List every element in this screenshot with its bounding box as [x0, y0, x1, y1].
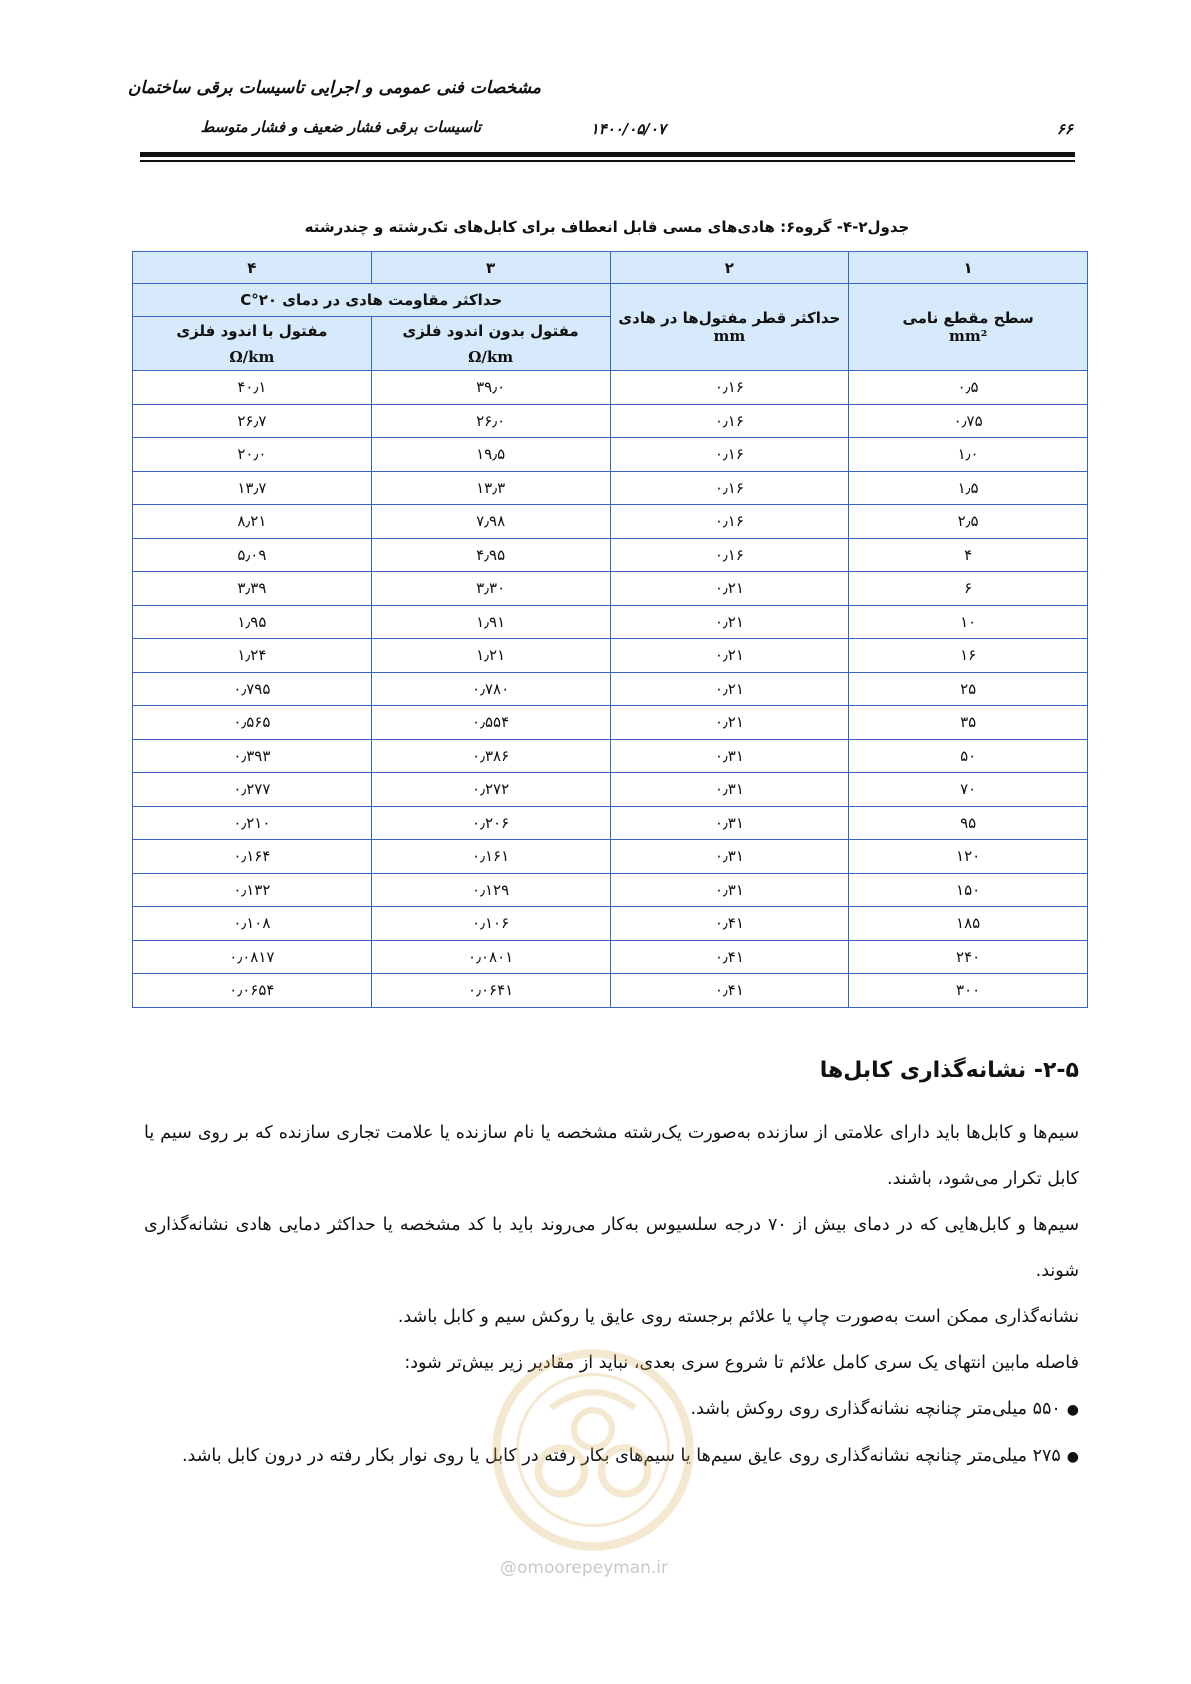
table-row	[133, 873, 1088, 907]
table-cell-col3: ۱٫۲۱	[371, 639, 610, 673]
table-cell-col4: ۵٫۰۹	[133, 538, 372, 572]
bullet-text-1: ۵۵۰ میلی‌متر چنانچه نشانه‌گذاری روی روکش باشد.	[690, 1399, 1061, 1419]
table-cell-col1: ۲۴۰	[849, 940, 1088, 974]
table-body	[133, 371, 1088, 1008]
table-cell-col1: ۳۰۰	[849, 974, 1088, 1008]
table-cell-col2: ۰٫۴۱	[610, 974, 849, 1008]
table-row	[133, 538, 1088, 572]
table-cell-col1: ۱۰	[849, 605, 1088, 639]
table-cell-col4: ۰٫۷۹۵	[133, 672, 372, 706]
paragraph-4: فاصله مابین انتهای یک سری کامل علائم تا شروع سری بعدی، نباید از مقادیر زیر بیش‌تر شود:	[404, 1353, 1079, 1373]
resistance-group-header: حداکثر مقاومت هادی در دمای ۲۰°C	[133, 284, 611, 317]
table-cell-col4: ۰٫۱۳۲	[133, 873, 372, 907]
table-cell-col4: ۲۰٫۰	[133, 438, 372, 472]
col1-header-cell	[849, 284, 1088, 371]
table-cell-col1: ۵۰	[849, 739, 1088, 773]
col2-unit: mm	[713, 327, 746, 345]
table-row	[133, 907, 1088, 941]
table-cell-col4: ۰٫۰۶۵۴	[133, 974, 372, 1008]
table-cell-col3: ۴٫۹۵	[371, 538, 610, 572]
header-rule-thin	[140, 160, 1075, 162]
header-subtitle: تاسیسات برقی فشار ضعیف و فشار متوسط	[200, 118, 481, 136]
col4-header-cell	[133, 317, 372, 371]
table-cell-col3: ۱٫۹۱	[371, 605, 610, 639]
table-cell-col2: ۰٫۱۶	[610, 538, 849, 572]
bullet-text-2: ۲۷۵ میلی‌متر چنانچه نشانه‌گذاری روی عایق سیم‌ها یا سیم‌های بکار رفته در کابل یا روی نوار بکار رفته در درون کابل باشد.	[181, 1446, 1061, 1466]
table-row	[133, 840, 1088, 874]
table-cell-col3: ۰٫۲۰۶	[371, 806, 610, 840]
table-cell-col1: ۰٫۷۵	[849, 404, 1088, 438]
table-cell-col4: ۰٫۱۰۸	[133, 907, 372, 941]
table-cell-col3: ۰٫۱۰۶	[371, 907, 610, 941]
table-cell-col2: ۰٫۱۶	[610, 471, 849, 505]
col3-header: مفتول بدون اندود فلزی	[402, 321, 579, 340]
table-cell-col4: ۱٫۲۴	[133, 639, 372, 673]
table-cell-col2: ۰٫۴۱	[610, 940, 849, 974]
table-cell-col3: ۰٫۵۵۴	[371, 706, 610, 740]
table-cell-col4: ۱۳٫۷	[133, 471, 372, 505]
table-cell-col2: ۰٫۳۱	[610, 873, 849, 907]
table-cell-col1: ۷۰	[849, 773, 1088, 807]
table-cell-col3: ۰٫۱۲۹	[371, 873, 610, 907]
table-row	[133, 672, 1088, 706]
table-cell-col4: ۸٫۲۱	[133, 505, 372, 539]
table-cell-col2: ۰٫۲۱	[610, 639, 849, 673]
table-cell-col3: ۲۶٫۰	[371, 404, 610, 438]
header-date: ۱۴۰۰/۰۵/۰۷	[590, 120, 666, 138]
table-caption: جدول۲-۴- گروه۶: هادی‌های مسی قابل انعطاف برای کابل‌های تک‌رشته و چندرشته	[304, 218, 910, 236]
table-cell-col3: ۷٫۹۸	[371, 505, 610, 539]
table-cell-col1: ۱٫۵	[849, 471, 1088, 505]
table-cell-col4: ۱٫۹۵	[133, 605, 372, 639]
col2-header-cell	[610, 284, 849, 371]
table-cell-col4: ۰٫۵۶۵	[133, 706, 372, 740]
table-cell-col1: ۶	[849, 572, 1088, 606]
table-cell-col1: ۳۵	[849, 706, 1088, 740]
table-cell-col1: ۱٫۰	[849, 438, 1088, 472]
table-cell-col4: ۰٫۱۶۴	[133, 840, 372, 874]
table-cell-col1: ۰٫۵	[849, 371, 1088, 405]
col2-header: حداکثر قطر مفتول‌ها در هادی	[618, 309, 841, 327]
table-cell-col1: ۹۵	[849, 806, 1088, 840]
table-cell-col2: ۰٫۴۱	[610, 907, 849, 941]
column-number-2: ۲	[610, 252, 849, 284]
table-cell-col2: ۰٫۳۱	[610, 806, 849, 840]
table-cell-col3: ۰٫۱۶۱	[371, 840, 610, 874]
table-cell-col4: ۰٫۰۸۱۷	[133, 940, 372, 974]
table-cell-col3: ۰٫۳۸۶	[371, 739, 610, 773]
table-cell-col1: ۲۵	[849, 672, 1088, 706]
table-row	[133, 572, 1088, 606]
table-cell-col3: ۳۹٫۰	[371, 371, 610, 405]
table-cell-col2: ۰٫۳۱	[610, 840, 849, 874]
table-cell-col4: ۰٫۲۷۷	[133, 773, 372, 807]
col4-header: مفتول با اندود فلزی	[176, 321, 328, 340]
table-row	[133, 706, 1088, 740]
col3-unit: Ω/km	[468, 347, 514, 366]
table-row	[133, 639, 1088, 673]
table-cell-col1: ۴	[849, 538, 1088, 572]
table-cell-col1: ۲٫۵	[849, 505, 1088, 539]
section-heading: ۲-۵- نشانه‌گذاری کابل‌ها	[819, 1058, 1079, 1083]
table-row	[133, 438, 1088, 472]
table-cell-col1: ۱۲۰	[849, 840, 1088, 874]
table-cell-col1: ۱۶	[849, 639, 1088, 673]
col3-header-cell	[371, 317, 610, 371]
header-rule-thick	[140, 152, 1075, 157]
paragraph-2: سیم‌ها و کابل‌هایی که در دمای بیش از ۷۰ درجه سلسیوس به‌کار می‌روند باید با کد مشخصه یا حداکثر دمایی هادی نشانه‌گذاری شوند.	[144, 1215, 1079, 1281]
table-row	[133, 471, 1088, 505]
column-number-1: ۱	[849, 252, 1088, 284]
page-number: ۶۶	[1056, 120, 1073, 138]
column-number-4: ۴	[133, 252, 372, 284]
table-cell-col2: ۰٫۳۱	[610, 739, 849, 773]
table-cell-col3: ۰٫۷۸۰	[371, 672, 610, 706]
table-cell-col4: ۴۰٫۱	[133, 371, 372, 405]
col1-unit: mm²	[948, 327, 988, 345]
watermark-url: @omoorepeyman.ir	[500, 1558, 669, 1578]
table-cell-col4: ۲۶٫۷	[133, 404, 372, 438]
bullet-icon: ●	[1066, 1402, 1079, 1418]
table-cell-col3: ۱۳٫۳	[371, 471, 610, 505]
table-row	[133, 605, 1088, 639]
paragraph-1: سیم‌ها و کابل‌ها باید دارای علامتی از سازنده به‌صورت یک‌رشته مشخصه یا نام سازنده یا علامت تجاری سازنده که بر روی سیم یا کابل تکرار می‌شود، باشند.	[144, 1123, 1079, 1189]
col4-unit: Ω/km	[229, 347, 275, 366]
table-row	[133, 404, 1088, 438]
watermark-seal-icon	[488, 1345, 698, 1555]
table-cell-col3: ۰٫۰۸۰۱	[371, 940, 610, 974]
table-cell-col3: ۱۹٫۵	[371, 438, 610, 472]
table-cell-col2: ۰٫۱۶	[610, 371, 849, 405]
table-row	[133, 505, 1088, 539]
col1-header: سطح مقطع نامی	[902, 309, 1034, 327]
table-cell-col4: ۳٫۳۹	[133, 572, 372, 606]
table-cell-col2: ۰٫۱۶	[610, 505, 849, 539]
table-cell-col4: ۰٫۳۹۳	[133, 739, 372, 773]
table-cell-col1: ۱۸۵	[849, 907, 1088, 941]
header-title: مشخصات فنی عمومی و اجرایی تاسیسات برقی ساختمان	[127, 78, 541, 98]
table-cell-col3: ۰٫۲۷۲	[371, 773, 610, 807]
conductor-table	[132, 251, 1088, 1008]
table-cell-col4: ۰٫۲۱۰	[133, 806, 372, 840]
table-cell-col3: ۳٫۳۰	[371, 572, 610, 606]
bullet-icon: ●	[1066, 1449, 1079, 1465]
paragraph-3: نشانه‌گذاری ممکن است به‌صورت چاپ یا علائم برجسته روی عایق یا روکش سیم و کابل باشد.	[397, 1307, 1079, 1327]
table-cell-col2: ۰٫۱۶	[610, 404, 849, 438]
column-number-3: ۳	[371, 252, 610, 284]
table-cell-col2: ۰٫۳۱	[610, 773, 849, 807]
table-cell-col3: ۰٫۰۶۴۱	[371, 974, 610, 1008]
table-row	[133, 806, 1088, 840]
table-row	[133, 371, 1088, 405]
table-row	[133, 739, 1088, 773]
table-row	[133, 940, 1088, 974]
table-row	[133, 974, 1088, 1008]
table-cell-col2: ۰٫۲۱	[610, 706, 849, 740]
table-cell-col2: ۰٫۲۱	[610, 672, 849, 706]
table-cell-col2: ۰٫۲۱	[610, 605, 849, 639]
table-row	[133, 773, 1088, 807]
table-cell-col2: ۰٫۲۱	[610, 572, 849, 606]
table-cell-col2: ۰٫۱۶	[610, 438, 849, 472]
table-cell-col1: ۱۵۰	[849, 873, 1088, 907]
